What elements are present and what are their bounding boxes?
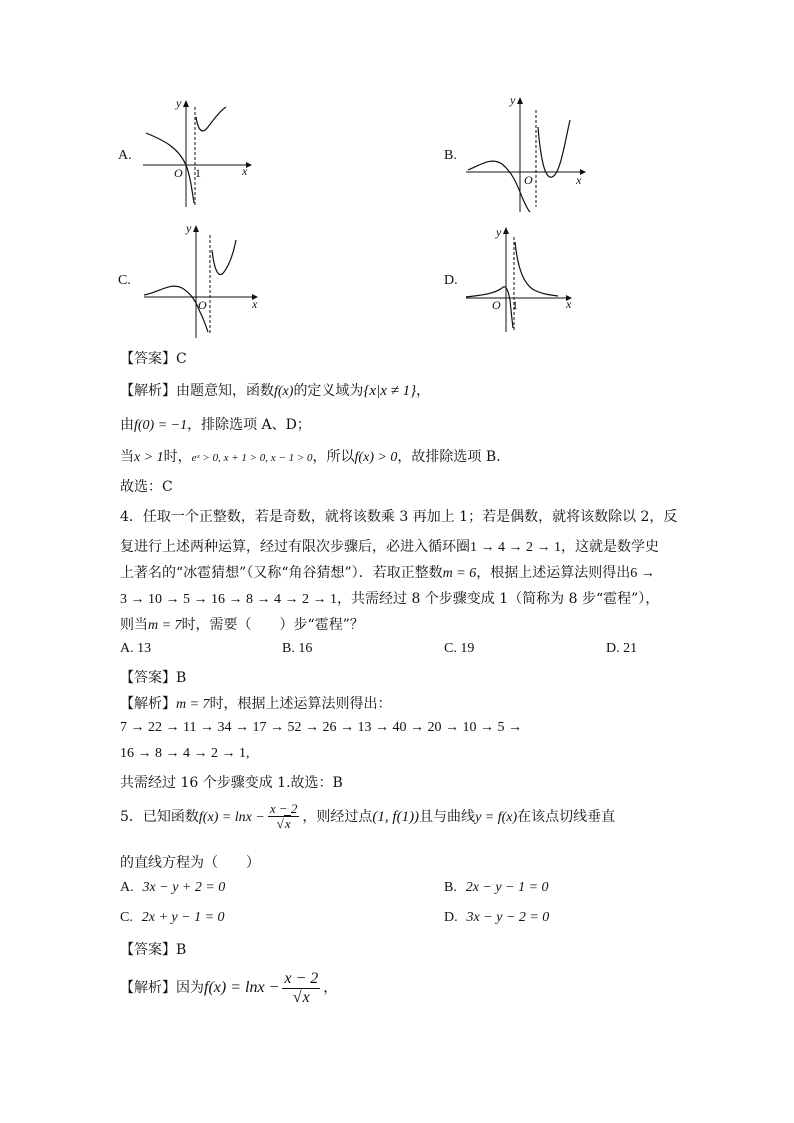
domain-set: {x|x ≠ 1} <box>363 383 417 399</box>
text: 时，根据上述运算法则得出： <box>209 696 392 712</box>
text: 5．已知函数 <box>120 808 199 825</box>
x-label: x <box>566 297 572 311</box>
q4-choice-c: C. 19 <box>444 641 475 656</box>
q5-choice-b <box>444 879 549 896</box>
q4-line1: 4．任取一个正整数，若是奇数，就将该数乘 3 再加上 1；若是偶数，就将该数除以 2，反 <box>120 509 678 525</box>
math-point: (1, f(1)) <box>372 808 420 825</box>
q4-line2 <box>120 536 659 556</box>
text: 在该点切线垂直 <box>517 808 616 825</box>
text: ，根据上述运算法则得出 <box>476 565 631 581</box>
math: f(x) > 0 <box>354 450 398 465</box>
q3-analysis-line1 <box>120 380 430 400</box>
option-c-label: C. <box>118 273 131 288</box>
math: x > 1 <box>134 450 164 465</box>
q4-choice-b: B. 16 <box>282 641 313 656</box>
q3-analysis-line2 <box>120 414 311 434</box>
y-label: y <box>496 225 502 239</box>
text: ，这就是数学史 <box>561 539 659 555</box>
origin-label: O <box>174 166 183 180</box>
text: 【解析】由题意知，函数 <box>120 383 274 399</box>
math: f(0) = −1 <box>134 418 188 433</box>
curve-left <box>468 161 530 212</box>
origin-label: O <box>198 298 207 312</box>
letter: B. <box>444 880 457 895</box>
origin-label: O <box>524 173 533 187</box>
q5-choice-c <box>120 909 225 926</box>
curve-left <box>146 133 194 203</box>
curve-right <box>196 107 226 131</box>
curve-right <box>212 240 236 275</box>
q3-answer: 【答案】C <box>120 351 187 367</box>
q5-answer: 【答案】B <box>120 942 187 958</box>
q4-choice-d: D. 21 <box>606 641 638 656</box>
q4-line3 <box>120 562 655 582</box>
text: 则当 <box>120 617 148 633</box>
q3-conclusion: 故选：C <box>120 479 173 495</box>
graph-c <box>140 220 265 340</box>
text: ，所以 <box>312 449 355 465</box>
equation: 2x + y − 1 = 0 <box>141 910 225 925</box>
y-label: y <box>176 96 182 110</box>
q4-answer: 【答案】B <box>120 670 187 686</box>
q3-analysis-line3 <box>120 446 501 466</box>
math-inequalities: eˣ > 0, x + 1 > 0, x − 1 > 0 <box>191 452 313 464</box>
q4-sequence-2: 16 → 8 → 4 → 2 → 1, <box>120 746 250 761</box>
q5-line2: 的直线方程为（ ） <box>120 855 260 871</box>
text: 的定义域为 <box>293 383 364 399</box>
fraction: $\frac{x - 2}{√x}$ <box>269 801 298 832</box>
numerator: x − 2 <box>269 801 298 816</box>
text: ，故排除选项 B. <box>397 449 501 465</box>
letter: C. <box>120 910 133 925</box>
math: m = 7 <box>148 618 182 633</box>
equation: 2x − y − 1 = 0 <box>465 880 549 895</box>
numerator: x − 2 <box>284 970 319 987</box>
text: 时，需要（ ）步“雹程”？ <box>181 617 364 633</box>
text: 且与曲线 <box>419 808 476 825</box>
q4-analysis <box>120 693 392 713</box>
text: ，排除选项 A、D； <box>187 417 311 433</box>
letter: A. <box>120 880 134 895</box>
math: m = 7 <box>176 697 210 712</box>
denominator: x <box>302 988 310 1006</box>
math: 6 → <box>630 566 655 581</box>
q4-line5 <box>120 614 364 634</box>
text: ，共需经过 8 个步骤变成 1（简称为 8 步“雹程”）， <box>337 591 660 607</box>
graph-a <box>138 95 258 210</box>
q5-analysis <box>120 970 337 1006</box>
math: m = 6 <box>442 566 477 581</box>
curve-right <box>538 120 570 177</box>
text: 上著名的“冰雹猜想”（又称“角谷猜想”）．若取正整数 <box>120 565 443 581</box>
math-curve: y = f(x) <box>475 809 518 825</box>
equation: 3x − y − 2 = 0 <box>466 910 550 925</box>
math-seq: 3 → 10 → 5 → 16 → 8 → 4 → 2 → 1 <box>120 592 337 607</box>
origin-label: O <box>492 298 501 312</box>
curve-right <box>515 242 558 296</box>
letter: D. <box>444 910 458 925</box>
text: ，则经过点 <box>302 808 373 825</box>
y-label: y <box>186 221 192 235</box>
q4-choice-a: A. 13 <box>120 641 152 656</box>
x-label: x <box>242 164 248 178</box>
math-fx: f(x) = lnx − <box>204 979 280 997</box>
text: 【解析】因为 <box>120 980 204 997</box>
text: ， <box>416 383 431 399</box>
text: ， <box>323 980 338 997</box>
fraction: $\frac{x - 2}{√x}$ <box>284 970 319 1006</box>
text: 时， <box>163 449 192 465</box>
q4-conclusion: 共需经过 16 个步骤变成 1.故选：B <box>120 775 343 791</box>
text: 【解析】 <box>120 696 176 712</box>
q5-choice-d <box>444 909 549 926</box>
q5-choice-a <box>120 879 225 896</box>
graph-b <box>462 92 592 217</box>
q5-stem <box>120 802 615 832</box>
q4-line4 <box>120 588 659 608</box>
math-fx: f(x) = lnx − <box>198 809 265 825</box>
text: 当 <box>120 449 134 465</box>
q4-sequence-1: 7 → 22 → 11 → 34 → 17 → 52 → 26 → 13 → 40 → 20 → 10 → 5 → <box>120 720 522 735</box>
option-d-label: D. <box>444 273 458 288</box>
denominator: x <box>284 816 291 832</box>
y-label: y <box>510 93 516 107</box>
one-label: 1 <box>195 166 201 180</box>
text: 复进行上述两种运算，经过有限次步骤后，必进入循环圈 <box>120 539 470 555</box>
graph-d <box>462 222 587 337</box>
x-label: x <box>252 297 258 311</box>
option-a-label: A. <box>118 148 132 163</box>
option-b-label: B. <box>444 148 457 163</box>
math-cycle: 1 → 4 → 2 → 1 <box>470 540 561 555</box>
one-label: 1 <box>512 298 518 312</box>
math-fx: f(x) <box>274 384 294 399</box>
equation: 3x − y + 2 = 0 <box>142 880 226 895</box>
x-label: x <box>576 173 582 187</box>
text: 由 <box>120 417 134 433</box>
